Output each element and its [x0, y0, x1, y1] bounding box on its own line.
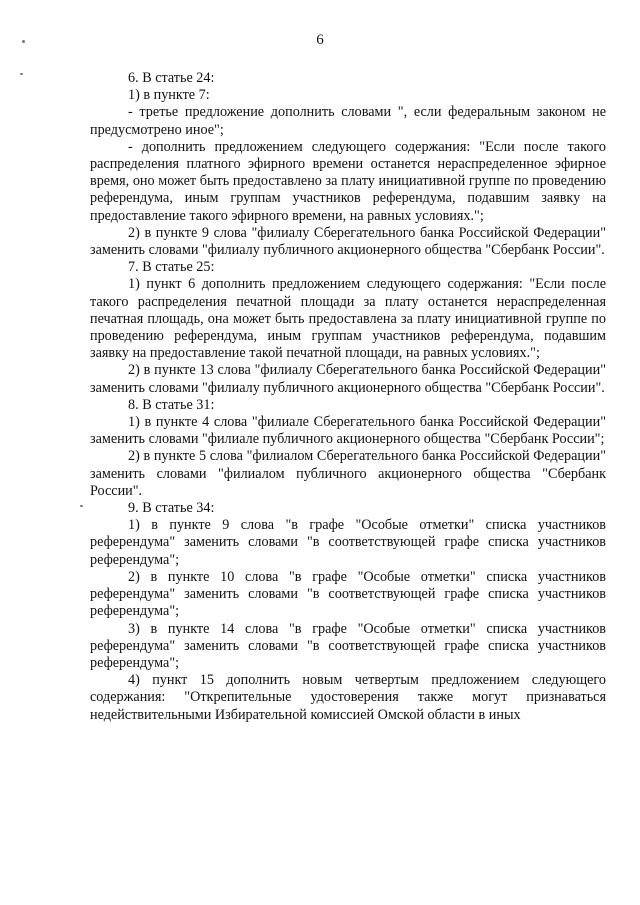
item-paragraph: 1) в пункте 7: — [128, 87, 210, 104]
page-number: 6 — [316, 32, 324, 48]
article-heading: 7. В статье 25: — [128, 259, 215, 276]
document-body — [90, 70, 606, 724]
item-paragraph: 1) в пункте 9 слова "в графе "Особые отметки" списка участников референдума" заменить словами "в соответствующей графе списка участников референдума"; — [90, 517, 606, 568]
item-paragraph: - дополнить предложением следующего содержания: "Если после такого распределения платного эфирного времени останется нераспределенное эфирное время, оно может быть предоставлено за плату инициативной группе по проведению референдума, иным группам участников референдума, подавшим заявку на предоставление такого эфирного времени, на равных условиях."; — [90, 138, 606, 224]
item-paragraph: 1) пункт 6 дополнить предложением следующего содержания: "Если после такого распределения печатной площади за плату останется нераспределенная печатная площадь, она может быть предоставлена за плату инициативной группе по проведению референдума, иным группам участников референдума, подавшим заявку на предоставление такой печатной площади, на равных условиях."; — [90, 276, 606, 362]
scan-speck — [20, 73, 23, 75]
scan-speck — [22, 40, 25, 43]
item-paragraph: 1) в пункте 4 слова "филиале Сберегательного банка Российской Федерации" заменить словами "филиале публичного акционерного общества "Сбербанк России"; — [90, 414, 606, 448]
item-paragraph: 2) в пункте 9 слова "филиалу Сберегательного банка Российской Федерации" заменить словами "филиалу публичного акционерного общества "Сбербанк России". — [90, 224, 606, 259]
item-paragraph: - третье предложение дополнить словами ", если федеральным законом не предусмотрено иное"; — [90, 104, 606, 138]
item-paragraph: 2) в пункте 5 слова "филиалом Сберегательного банка Российской Федерации" заменить словами "филиалом публичного акционерного общества "Сбербанк России". — [90, 448, 606, 499]
item-paragraph: 3) в пункте 14 слова "в графе "Особые отметки" списка участников референдума" заменить словами "в соответствующей графе списка участников референдума"; — [90, 620, 606, 671]
article-heading: 6. В статье 24: — [128, 70, 215, 86]
item-paragraph: 4) пункт 15 дополнить новым четвертым предложением следующего содержания: "Открепительные удостоверения также могут признаваться недействительными Избирательной комиссией Омской области в иных — [90, 672, 606, 723]
article-heading: 8. В статье 31: — [128, 396, 215, 413]
item-paragraph: 2) в пункте 13 слова "филиалу Сберегательного банка Российской Федерации" заменить словами "филиалу публичного акционерного общества "Сбербанк России". — [90, 362, 606, 396]
scan-speck — [80, 505, 83, 507]
item-paragraph: 2) в пункте 10 слова "в графе "Особые отметки" списка участников референдума" заменить словами "в соответствующей графе списка участников референдума"; — [90, 568, 606, 620]
article-heading: 9. В статье 34: — [128, 500, 215, 517]
